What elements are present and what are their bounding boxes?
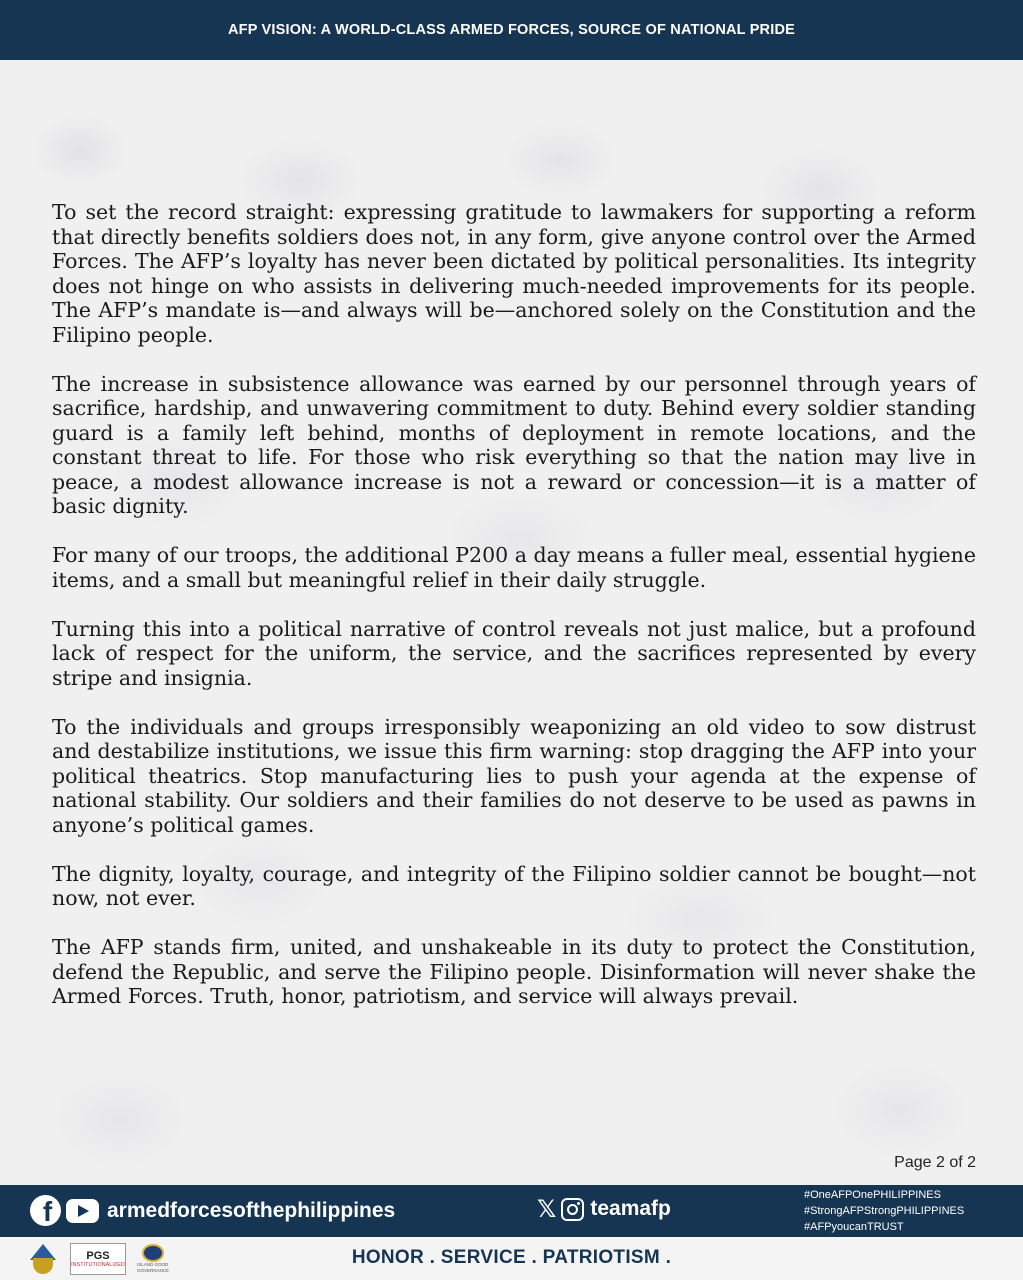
header-bar <box>0 0 1023 60</box>
social-footer-bar <box>0 1185 1023 1237</box>
hashtag[interactable]: #StrongAFPStrongPHILIPPINES <box>804 1205 965 1217</box>
paragraph: To the individuals and groups irresponsibly weaponizing an old video to sow distrust and destabilize institutions, we issue this firm warning: stop dragging the AFP into your political theatrics. Stop manufacturing lies to push your agenda at the expense of national stability. Our soldiers and their families do not deserve to be used as pawns in anyone’s political games. <box>52 714 976 837</box>
paragraph: To set the record straight: expressing gratitude to lawmakers for supporting a reform that directly benefits soldiers does not, in any form, give anyone control over the Armed Forces. The AFP’s loyalty has never been dictated by political personalities. Its integrity does not hinge on who assists in delivering much-needed improvements for its people. The AFP’s mandate is—and always will be—anchored solely on the Constitution and the Filipino people. <box>52 200 976 347</box>
pgs-logo-subtext: INSTITUTIONALIZED <box>71 1261 125 1268</box>
social-handle-fb-yt[interactable]: armedforcesofthephilippines <box>107 1198 396 1222</box>
paragraph: For many of our troops, the additional P200 a day means a fuller meal, essential hygiene items, and a small but meaningful relief in their daily struggle. <box>52 543 976 592</box>
paragraph: Turning this into a political narrative of control reveals not just malice, but a profound lack of respect for the uniform, the service, and the sacrifices represented by every stripe and insignia. <box>52 616 976 690</box>
pgs-logo-text: PGS <box>86 1249 110 1262</box>
vision-statement: AFP VISION: A WORLD-CLASS ARMED FORCES, SOURCE OF NATIONAL PRIDE <box>227 22 796 38</box>
hashtag[interactable]: #AFPyoucanTRUST <box>804 1221 904 1233</box>
paragraph: The dignity, loyalty, courage, and integrity of the Filipino soldier cannot be bought—not now, not ever. <box>52 861 976 910</box>
facebook-icon[interactable]: f <box>30 1195 61 1226</box>
statement-body <box>52 200 976 1033</box>
paragraph: The AFP stands firm, united, and unshakeable in its duty to protect the Constitution, defend the Republic, and serve the Filipino people. Disinformation will never shake the Armed Forces. Truth, honor, patriotism, and service will always prevail. <box>52 935 976 1008</box>
paragraph: The increase in subsistence allowance was earned by our personnel through years of sacrifice, hardship, and unwavering commitment to duty. Behind every soldier standing guard is a family left behind, months of deployment in remote locations, and the constant threat to life. For those who risk everything so that the nation may live in peace, a modest allowance increase is not a reward or concession—it is a matter of basic dignity. <box>52 371 976 518</box>
youtube-icon[interactable] <box>66 1199 99 1223</box>
social-group-x-instagram[interactable] <box>537 1195 671 1223</box>
instagram-icon[interactable] <box>561 1198 584 1221</box>
page-number: Page 2 of 2 <box>894 1154 976 1171</box>
hashtag-list <box>804 1187 964 1235</box>
social-group-facebook-youtube[interactable] <box>30 1195 395 1226</box>
motto-strip <box>0 1237 1023 1280</box>
x-icon[interactable]: 𝕏 <box>537 1195 557 1223</box>
seal-text: ISLAND GOOD GOVERNANCE <box>137 1262 170 1273</box>
hashtag[interactable]: #OneAFPOnePHILIPPINES <box>804 1189 941 1201</box>
social-handle-x-ig[interactable]: teamafp <box>590 1197 671 1220</box>
motto: HONOR . SERVICE . PATRIOTISM . <box>351 1247 672 1268</box>
